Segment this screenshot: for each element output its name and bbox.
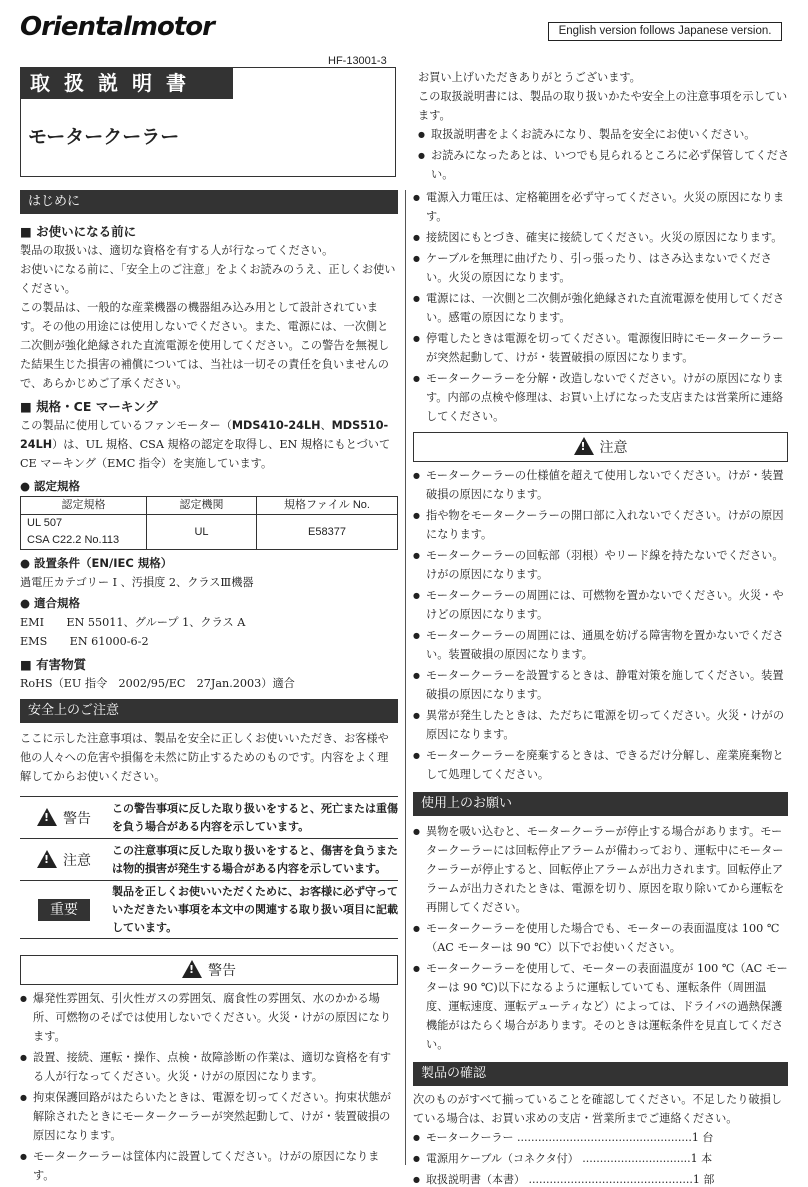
emi-line: EMI EN 55011、グループ 1、クラス A [20,616,246,629]
legend-text: 製品を正しくお使いいただくために、お客様に必ず守っていただきたい事項を本文中の関連する取り扱い項目に記載しています。 [108,881,398,939]
cert-label: ● 認定規格 [20,479,81,493]
list-item: ● 接続図にもとづき、確実に接続してください。火災の原因になります。 [413,228,788,247]
text: この製品に使用しているファンモーター（ [20,419,232,432]
hazard-legend-table [20,796,398,939]
warning-triangle-icon [182,960,202,978]
right-column [413,188,788,1187]
caution-title: 注意 [599,440,628,456]
list-item: ● 電源用ケーブル（コネクタ付） ...............................1 本 [413,1149,788,1168]
list-item: ● 停電したときは電源を切ってください。電源復旧時にモータークーラーが突然起動して、けが・装置破損の原因になります。 [413,329,788,367]
check-intro: 次のものがすべて揃っていることを確認してください。不足したり破損している場合は、お買い求めの支店・営業所までご連絡ください。 [413,1093,782,1125]
list-item: ● 異常が発生したときは、ただちに電源を切ってください。火災・けがの原因になります。 [413,706,788,744]
oriental-motor-logo: Orientalmotor [20,12,214,42]
table-cell: E58377 [257,515,398,550]
paragraph-fan-motor [20,416,398,473]
intro-block [418,68,790,186]
column-divider [405,190,406,1165]
list-item: ● モータークーラー ..................................................1 台 [413,1128,788,1147]
list-item: ● モータークーラーを使用した場合でも、モーターの表面温度は 100 ℃（AC モーターは 90 ℃）以下でお使いください。 [413,919,788,957]
section-heading-hajime: はじめに [20,190,398,214]
intro-thanks: お買い上げいただきありがとうございます。 [418,71,641,84]
section-heading-usage: 使用上のお願い [413,792,788,816]
section-heading-safety: 安全上のご注意 [20,699,398,723]
model-name: MDS510-24LH [20,419,389,451]
section-heading-check: 製品の確認 [413,1062,788,1086]
cond-label: ● 設置条件（EN/IEC 規格） [20,556,173,570]
left-column [20,190,398,1187]
cert-table [20,496,398,550]
list-item: ● モータークーラーを使用して、モーターの表面温度が 100 ℃（AC モーターは 90 ℃)以下になるように運転していても、運転条件（周囲温度、運転速度、運転デューティなど）によっては、ドライバの過熱保護機能がはたらく場合があります。そのときは運転条件を見直してください。 [413,959,788,1054]
list-item: ● モータークーラーを廃棄するときは、できるだけ分解し、産業廃棄物として処理してください。 [413,746,788,784]
warning-title: 警告 [208,963,236,979]
paragraph: この製品は、一般的な産業機器の機器組み込み用として設計されています。その他の用途には使用しないでください。また、電源には、一次側と二次側が強化絶縁された直流電源を使用してください。この警告を無視した結果生じた損害の補償については、当社は一切その責任を負いませんので、あらかじめご了承ください。 [20,301,390,390]
legend-text: この警告事項に反した取り扱いをすると、死亡または重傷を負う場合がある内容を示しています。 [108,797,398,839]
legend-label-warning [20,797,108,839]
applied-label: ● 適合規格 [20,596,81,610]
subheading-text: 有害物質 [36,657,87,672]
label-text: 適合規格 [34,596,81,610]
paragraph: 過電圧カテゴリー I 、汚損度 2、クラスⅢ機器 [20,576,254,589]
text: 、 [320,419,332,432]
list-item: ● モータークーラーの周囲には、可燃物を置かないでください。火災・やけどの原因になります。 [413,586,788,624]
list-item: ● 取扱説明書（本書） ...............................................1 部 [413,1170,788,1187]
document-number: HF-13001-3 [328,55,387,67]
list-item: ● 異物を吸い込むと、モータークーラーが停止する場合があります。モータークーラーには回転停止アラームが備わっており、運転中にモータークーラーが停止すると、回転停止アラームが出力されます。回転停止アラームが出力されたときは、電源を切り、原因を取り除いてから運転を再開してください。 [413,822,788,917]
table-cell: UL 507 [27,517,63,529]
warning-triangle-icon [37,808,57,826]
label-text: 設置条件（EN/IEC 規格） [34,556,173,570]
list-item: ● 電源入力電圧は、定格範囲を必ず守ってください。火災の原因になります。 [413,188,788,226]
list-item: ● モータークーラーの回転部（羽根）やリード線を持たないでください。けがの原因になります。 [413,546,788,584]
ems-line: EMS EN 61000-6-2 [20,635,149,648]
list-item: ● モータークーラーを分解・改造しないでください。けがの原因になります。内部の点検や修理は、お買い上げになった支店または営業所に連絡してください。 [413,369,788,426]
legend-label: 警告 [63,810,91,827]
text: ）は、UL 規格、CSA 規格の認定を取得し、EN 規格にもとづいて CE マーキング（EMC 指令）を実施しています。 [20,438,391,470]
product-name: モータークーラー [28,126,180,148]
table-cell: UL [147,515,257,550]
list-item: ● 爆発性雰囲気、引火性ガスの雰囲気、腐食性の雰囲気、水のかかる場所、可燃物のそばでは使用しないでください。火災・けがの原因になります。 [20,989,398,1046]
list-item: ● 指や物をモータークーラーの開口部に入れないでください。けがの原因になります。 [413,506,788,544]
table-header: 認定規格 [21,497,147,515]
legend-label: 注意 [63,852,91,869]
intro-bullet: ● 取扱説明書をよくお読みになり、製品を安全にお使いください。 [418,125,790,144]
table-cell: CSA C22.2 No.113 [27,534,120,546]
list-item: ● モータークーラーの仕様値を超えて使用しないでください。けが・装置破損の原因になります。 [413,466,788,504]
paragraph: 製品の取扱いは、適切な資格を有する人が行なってください。 [20,244,334,257]
important-badge: 重要 [38,899,90,921]
subheading-before-use: ■ お使いになる前に [20,224,137,239]
list-item: ● モータークーラーは筐体内に設置してください。けがの原因になります。 [20,1147,398,1185]
list-item: ● ケーブルを無理に曲げたり、引っ張ったり、はさみ込まないでください。火災の原因になります。 [413,249,788,287]
english-version-note: English version follows Japanese version. [548,22,782,41]
label-text: 認定規格 [34,479,81,493]
subheading-text: お使いになる前に [36,224,137,239]
legend-label-caution [20,839,108,881]
legend-text: この注意事項に反した取り扱いをすると、傷害を負うまたは物的損害が発生する場合がある内容を示しています。 [108,839,398,881]
legend-label-important [20,881,108,939]
model-name: MDS410-24LH [231,419,321,432]
intro-bullet: ● お読みになったあとは、いつでも見られるところに必ず保管してください。 [418,146,790,184]
table-header: 認定機関 [147,497,257,515]
safety-intro: ここに示した注意事項は、製品を安全に正しくお使いいただき、お客様や他の人々への危害や損傷を未然に防止するためのものです。内容をよく理解してからお使いください。 [20,732,389,783]
subheading-hazard: ■ 有害物質 [20,657,87,672]
warning-box-title [20,955,398,985]
list-item: ● 拘束保護回路がはたらいたときは、電源を切ってください。拘束状態が解除されたときにモータークーラーが突然起動して、けが・装置破損の原因になります。 [20,1088,398,1145]
caution-triangle-icon [37,850,57,868]
subheading-ce: ■ 規格・CE マーキング [20,399,158,414]
title-tag: 取扱説明書 [20,67,233,99]
subheading-text: 規格・CE マーキング [36,399,158,414]
caution-box-title [413,432,788,462]
paragraph: お使いになる前に、「安全上のご注意」をよくお読みのうえ、正しくお使いください。 [20,263,396,295]
rohs-line: RoHS（EU 指令 2002/95/EC 27Jan.2003）適合 [20,677,295,690]
caution-triangle-icon [574,437,594,455]
list-item: ● モータークーラーを設置するときは、静電対策を施してください。装置破損の原因になります。 [413,666,788,704]
intro-desc: この取扱説明書には、製品の取り扱いかたや安全上の注意事項を示しています。 [418,90,788,122]
list-item: ● 電源には、一次側と二次側が強化絶縁された直流電源を使用してください。感電の原因になります。 [413,289,788,327]
list-item: ● モータークーラーの周囲には、通風を妨げる障害物を置かないでください。装置破損の原因になります。 [413,626,788,664]
table-header: 規格ファイル No. [257,497,398,515]
list-item: ● 設置、接続、運転・操作、点検・故障診断の作業は、適切な資格を有する人が行なってください。火災・けがの原因になります。 [20,1048,398,1086]
